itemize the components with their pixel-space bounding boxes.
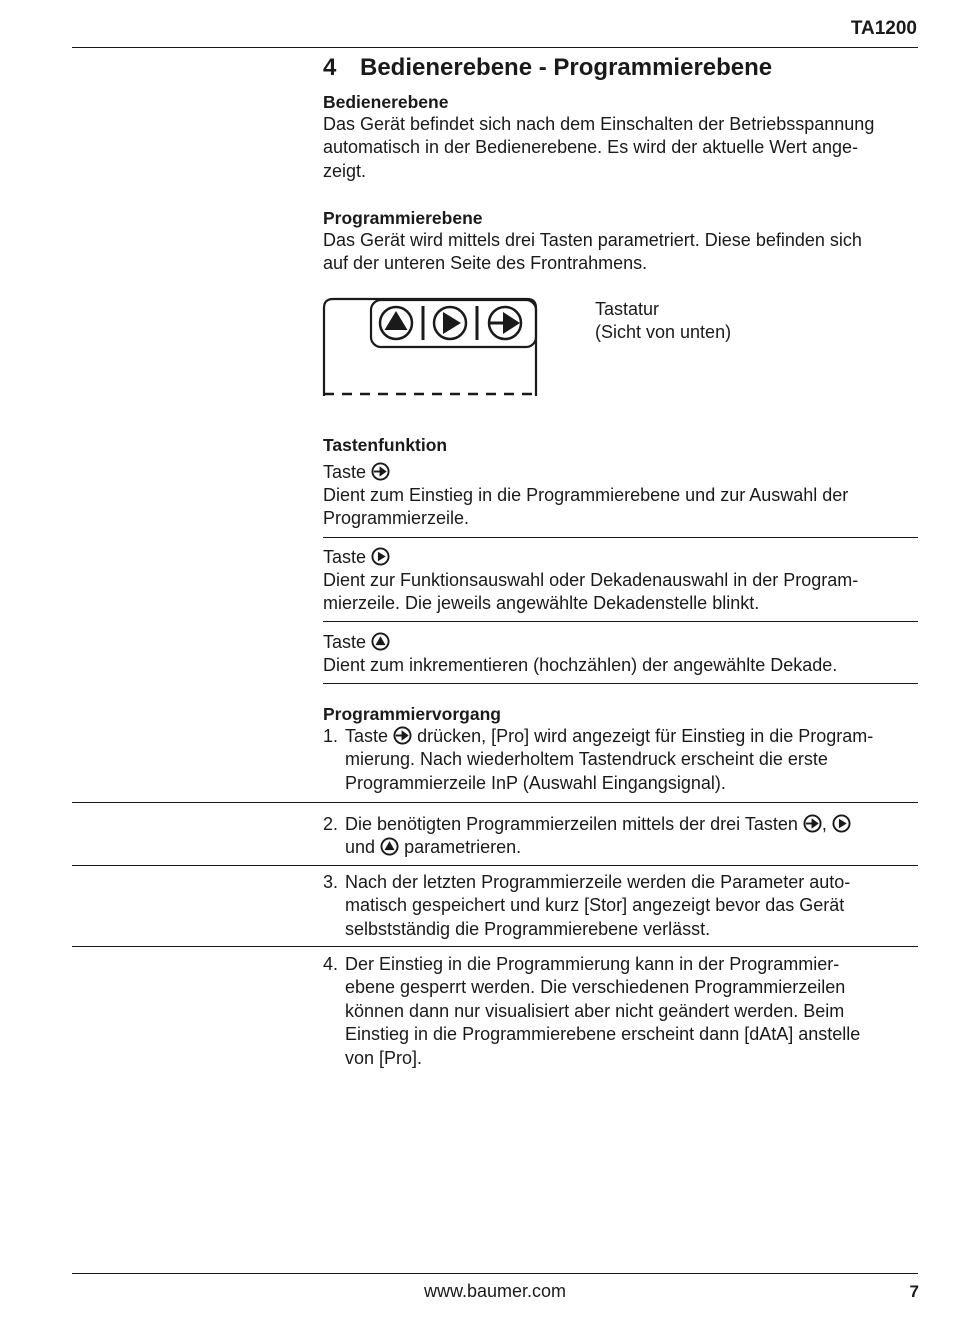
step-1-post: drücken, [Pro] wird angezeigt für Einstieg in die Program- bbox=[417, 726, 874, 746]
step-4-line-3: können dann nur visualisiert aber nicht geändert werden. Beim bbox=[345, 1000, 845, 1021]
step-4-line-4: Einstieg in die Programmierebene erscheint dann [dAtA] anstelle bbox=[345, 1024, 861, 1045]
keypad-caption-line-2: (Sicht von unten) bbox=[595, 322, 732, 343]
enter-arrow-icon bbox=[371, 462, 390, 481]
step-1 bbox=[323, 725, 919, 795]
step-2-pre: Die benötigten Programmierzeilen mittels der drei Tasten bbox=[345, 814, 798, 834]
step-3-line-1: Nach der letzten Programmierzeile werden die Parameter auto- bbox=[345, 872, 851, 892]
step-2-separator: , bbox=[821, 814, 827, 834]
step-1-pre: Taste bbox=[345, 726, 389, 746]
step-3-line-2: matisch gespeichert und kurz [Stor] angezeigt bevor das Gerät bbox=[345, 895, 845, 916]
step-2-and: und bbox=[345, 837, 376, 858]
programmiervorgang-heading: Programmiervorgang bbox=[323, 704, 501, 724]
step-2-number: 2. bbox=[323, 814, 339, 834]
key-enter-label: Taste bbox=[323, 462, 367, 482]
step-divider-2 bbox=[72, 865, 918, 866]
triangle-up-icon bbox=[371, 632, 390, 651]
key-divider-2 bbox=[323, 621, 918, 622]
step-3-line-3: selbstständig die Programmierebene verlässt. bbox=[345, 918, 711, 939]
section-programmierebene bbox=[323, 207, 919, 276]
programmierebene-line-1: Das Gerät wird mittels drei Tasten parametriert. Diese befinden sich bbox=[323, 230, 862, 250]
step-divider-3 bbox=[72, 946, 918, 947]
step-1-line-3: Programmierzeile InP (Auswahl Eingangsignal). bbox=[345, 772, 726, 793]
bedienerebene-line-1: Das Gerät befindet sich nach dem Einschalten der Betriebsspannung bbox=[323, 114, 875, 134]
bedienerebene-heading: Bedienerebene bbox=[323, 92, 449, 112]
keypad-caption-line-1: Tastatur bbox=[595, 299, 660, 319]
step-1-line-2: mierung. Nach wiederholtem Tastendruck erscheint die erste bbox=[345, 749, 828, 770]
document-id: TA1200 bbox=[850, 18, 917, 39]
chapter-number: 4 bbox=[323, 54, 337, 81]
step-4-line-5: von [Pro]. bbox=[345, 1047, 423, 1068]
tastenfunktion-heading: Tastenfunktion bbox=[323, 435, 448, 455]
chapter-title: Bedienerebene - Programmierebene bbox=[360, 54, 773, 81]
triangle-up-icon bbox=[380, 837, 399, 856]
key-play-line-1: Dient zur Funktionsauswahl oder Dekadenauswahl in der Program- bbox=[323, 570, 859, 590]
key-enter-line-1: Dient zum Einstieg in die Programmierebene und zur Auswahl der bbox=[323, 485, 849, 505]
key-play-label: Taste bbox=[323, 547, 367, 567]
key-up-label: Taste bbox=[323, 632, 367, 652]
key-divider-3 bbox=[323, 683, 918, 684]
step-3-number: 3. bbox=[323, 872, 339, 892]
key-divider-1 bbox=[323, 537, 918, 538]
chapter-heading bbox=[323, 54, 772, 82]
key-up-line-1: Dient zum inkrementieren (hochzählen) der angewählte Dekade. bbox=[323, 655, 838, 675]
programmierebene-line-2: auf der unteren Seite des Frontrahmens. bbox=[323, 253, 648, 274]
step-divider-1 bbox=[72, 802, 918, 803]
keypad-illustration bbox=[321, 296, 541, 399]
step-4 bbox=[323, 953, 919, 1070]
footer-url[interactable]: www.baumer.com bbox=[423, 1281, 567, 1301]
page-number: 7 bbox=[909, 1282, 919, 1301]
section-bedienerebene bbox=[323, 91, 919, 183]
step-2-post: parametrieren. bbox=[404, 837, 522, 858]
step-4-line-1: Der Einstieg in die Programmierung kann in der Programmier- bbox=[345, 954, 840, 974]
keypad-caption bbox=[595, 298, 731, 345]
step-3 bbox=[323, 871, 919, 941]
enter-arrow-icon bbox=[803, 814, 822, 833]
key-play-line-2: mierzeile. Die jeweils angewählte Dekadenstelle blinkt. bbox=[323, 593, 760, 614]
footer-rule bbox=[72, 1273, 918, 1274]
play-right-icon bbox=[371, 547, 390, 566]
step-1-number: 1. bbox=[323, 726, 339, 746]
bedienerebene-line-2: automatisch in der Bedienerebene. Es wird der aktuelle Wert ange- bbox=[323, 137, 858, 158]
key-function-enter bbox=[323, 461, 919, 531]
step-4-number: 4. bbox=[323, 954, 339, 974]
key-function-up bbox=[323, 631, 919, 677]
programmierebene-heading: Programmierebene bbox=[323, 208, 483, 228]
bedienerebene-line-3: zeigt. bbox=[323, 160, 367, 181]
play-right-icon bbox=[832, 814, 851, 833]
step-4-line-2: ebene gesperrt werden. Die verschiedenen Programmierzeilen bbox=[345, 977, 846, 998]
key-function-play bbox=[323, 546, 919, 616]
enter-arrow-icon bbox=[393, 726, 412, 745]
step-2 bbox=[323, 813, 919, 860]
key-enter-line-2: Programmierzeile. bbox=[323, 508, 470, 529]
header-rule bbox=[72, 47, 918, 48]
